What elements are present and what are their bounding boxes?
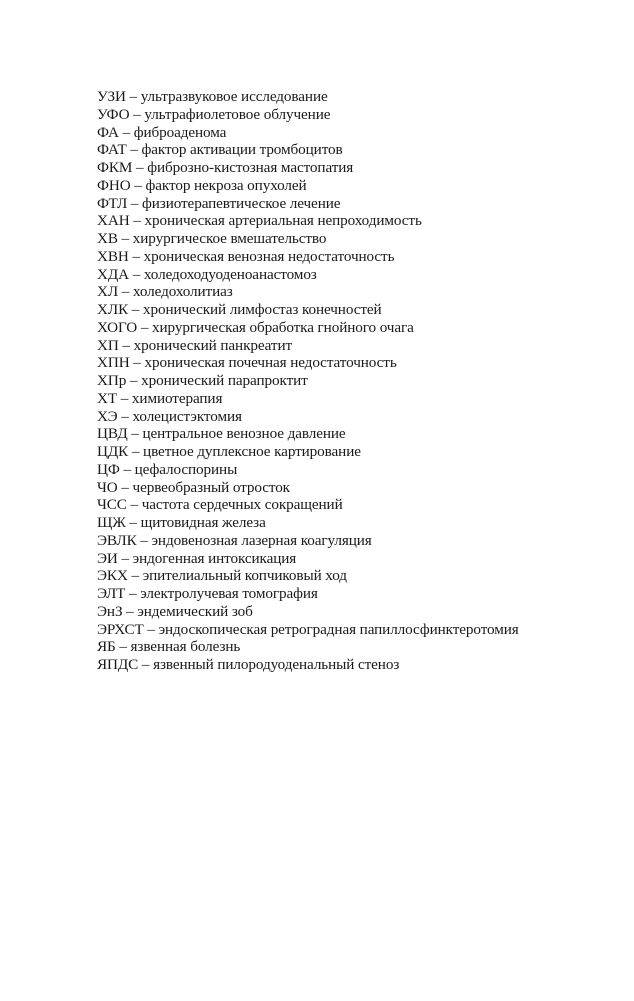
abbreviation-entry: ЯПДС – язвенный пилородуоденальный стеноз	[97, 656, 400, 673]
abbreviation-entry: ХДА – холедоходуоденоанастомоз	[97, 265, 317, 283]
abbreviation-entry: ХВ – хирургическое вмешательство	[97, 230, 327, 247]
abbreviation-entry: ФНО – фактор некроза опухолей	[97, 176, 307, 194]
abbreviation-entry: ХПН – хроническая почечная недостаточность	[97, 354, 397, 372]
abbreviation-entry: ЦДК – цветное дуплексное картирование	[97, 443, 361, 460]
abbreviation-entry: ЭИ – эндогенная интоксикация	[97, 549, 297, 567]
abbreviation-list	[97, 88, 519, 674]
abbreviation-entry: ХОГО – хирургическая обработка гнойного очага	[97, 318, 414, 336]
abbreviation-entry: ЭВЛК – эндовенозная лазерная коагуляция	[97, 531, 372, 549]
abbreviation-entry: ЯБ – язвенная болезнь	[97, 638, 241, 656]
abbreviation-entry: ХВН – хроническая венозная недостаточность	[97, 247, 395, 265]
abbreviation-entry: ЧО – червеобразный отросток	[97, 478, 290, 496]
abbreviation-entry: ФТЛ – физиотерапевтическое лечение	[97, 194, 341, 212]
abbreviation-entry: ЭКХ – эпителиальный копчиковый ход	[97, 567, 347, 585]
abbreviation-entry: ХПр – хронический парапроктит	[97, 372, 308, 389]
abbreviation-entry: ХТ – химиотерапия	[97, 389, 223, 407]
abbreviation-entry: ЩЖ – щитовидная железа	[97, 514, 266, 531]
abbreviation-entry: ЧСС – частота сердечных сокращений	[97, 496, 343, 514]
abbreviation-entry: ХП – хронический панкреатит	[97, 336, 293, 354]
abbreviation-entry: ФКМ – фиброзно-кистозная мастопатия	[97, 159, 354, 176]
abbreviation-entry: ХЭ – холецистэктомия	[97, 407, 242, 425]
abbreviation-entry: ЦВД – центральное венозное давление	[97, 425, 346, 443]
abbreviation-entry: ЭРХСТ – эндоскопическая ретроградная папиллосфинктеротомия	[97, 620, 519, 638]
abbreviation-entry: ФА – фиброаденома	[97, 123, 227, 141]
abbreviation-entry: ХЛК – хронический лимфостаз конечностей	[97, 301, 382, 318]
abbreviation-entry: ЭнЗ – эндемический зоб	[97, 602, 253, 620]
abbreviation-entry: ЦФ – цефалоспорины	[97, 460, 238, 478]
abbreviation-entry: ЭЛТ – электролучевая томография	[97, 585, 318, 602]
abbreviation-entry: УЗИ – ультразвуковое исследование	[97, 88, 328, 105]
abbreviation-entry: ХАН – хроническая артериальная непроходимость	[97, 212, 422, 230]
abbreviation-entry: ХЛ – холедохолитиаз	[97, 283, 233, 301]
abbreviation-entry: УФО – ультрафиолетовое облучение	[97, 105, 331, 123]
abbreviation-entry: ФАТ – фактор активации тромбоцитов	[97, 141, 343, 159]
